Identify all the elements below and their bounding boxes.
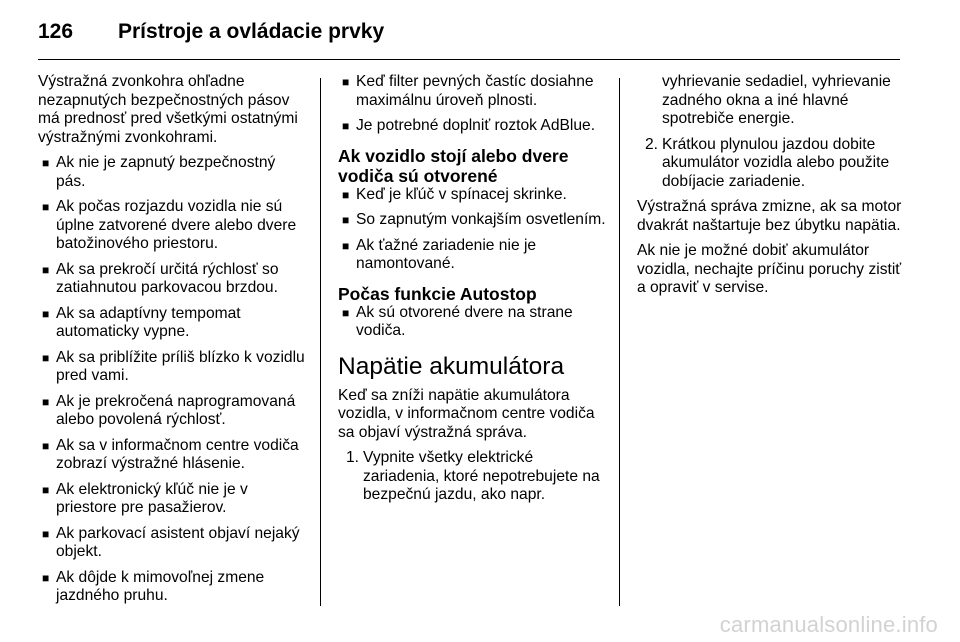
column-2 [338, 73, 606, 512]
paragraph: Výstražná správa zmizne, ak sa motor dvakrát naštartuje bez úbytku napätia. [637, 198, 902, 234]
list-item: ■ Ak sú otvorené dvere na strane vodiča. [342, 303, 573, 339]
heading-doors: Ak vozidlo stojí alebo dvere vodiča sú otvorené [338, 145, 569, 186]
bullet-icon: ■ [42, 570, 50, 585]
column-divider [320, 78, 321, 606]
bullet-icon: ■ [42, 438, 50, 453]
list-item: ■ Ak elektronický kľúč nie je v priestore pre pasažierov. [42, 480, 248, 516]
bullet-icon: ■ [42, 156, 50, 170]
list-item: ■ Ak sa priblížite príliš blízko k vozidlu pred vami. [42, 348, 305, 384]
column-divider [619, 78, 620, 606]
list-item: ■ Keď filter pevných častíc dosiahne maximálnu úroveň plnosti. [342, 73, 594, 109]
bullet-icon: ■ [42, 306, 50, 321]
bullet-icon: ■ [342, 238, 350, 253]
header-rule [38, 59, 900, 60]
battery-paragraph: Keď sa zníži napätie akumulátora vozidla, v informačnom centre vodiča sa objaví výstražná správa. [338, 386, 595, 441]
list-item: ■ Ak sa prekročí určitá rýchlosť so zatiahnutou parkovacou brzdou. [42, 260, 279, 296]
bullet-icon: ■ [342, 305, 350, 320]
numbered-step-continued: vyhrievanie sedadiel, vyhrievanie zadného okna a iné hlavné spotrebiče energie. [662, 73, 891, 127]
heading-battery-voltage: Napätie akumulátora [338, 352, 565, 380]
list-item: ■ Keď je kľúč v spínacej skrinke. [342, 185, 567, 203]
list-item: ■ Ak dôjde k mimovoľnej zmene jazdného pruhu. [42, 568, 265, 604]
paragraph: Ak nie je možné dobiť akumulátor vozidla, nechajte príčinu poruchy zistiť a opraviť v servise. [637, 242, 902, 296]
bullet-icon: ■ [42, 200, 50, 214]
bullet-icon: ■ [342, 187, 350, 202]
list-item: ■ Ak sa adaptívny tempomat automaticky vypne. [42, 304, 241, 340]
bullet-icon: ■ [42, 482, 50, 497]
intro-paragraph: Výstražná zvonkohra ohľadne nezapnutých bezpečnostných pásov má prednosť pred všetkými ostatnými výstražnými zvonkohrami. [38, 73, 298, 146]
numbered-step: 2. Krátkou plynulou jazdou dobite akumulátor vozidla alebo použite dobíjacie zariadenie. [645, 135, 890, 190]
bullet-icon: ■ [42, 262, 50, 277]
watermark: carmanualsonline.info [719, 612, 938, 637]
numbered-step: 1. Vypnite všetky elektrické zariadenia, ktoré nepotrebujete na bezpečnú jazdu, ako napr. [346, 449, 600, 503]
list-item: ■ Ak parkovací asistent objaví nejaký objekt. [42, 524, 300, 560]
bullet-icon: ■ [342, 213, 350, 227]
list-item: ■ Ak nie je zapnutý bezpečnostný pás. [42, 154, 276, 190]
page-number: 126 [38, 20, 74, 43]
bullet-icon: ■ [42, 526, 50, 541]
list-item: ■ Ak počas rozjazdu vozidla nie sú úplne zatvorené dvere alebo dvere batožinového priestoru. [42, 198, 297, 252]
page-header [38, 14, 384, 50]
bullet-icon: ■ [42, 350, 50, 365]
bullet-icon: ■ [342, 75, 350, 89]
column-1 [38, 73, 306, 613]
page-title: Prístroje a ovládacie prvky [118, 20, 385, 43]
bullet-icon: ■ [342, 119, 350, 133]
list-item: ■ Ak je prekročená naprogramovaná alebo povolená rýchlosť. [42, 392, 296, 428]
list-item: ■ Ak sa v informačnom centre vodiča zobrazí výstražné hlásenie. [42, 436, 299, 472]
list-item: ■ Je potrebné doplniť roztok AdBlue. [342, 117, 596, 134]
bullet-icon: ■ [42, 394, 50, 409]
heading-autostop: Počas funkcie Autostop [338, 283, 537, 304]
column-3 [637, 73, 902, 305]
list-item: ■ So zapnutým vonkajším osvetlením. [342, 211, 606, 228]
list-item: ■ Ak ťažné zariadenie nie je namontované. [342, 236, 537, 272]
